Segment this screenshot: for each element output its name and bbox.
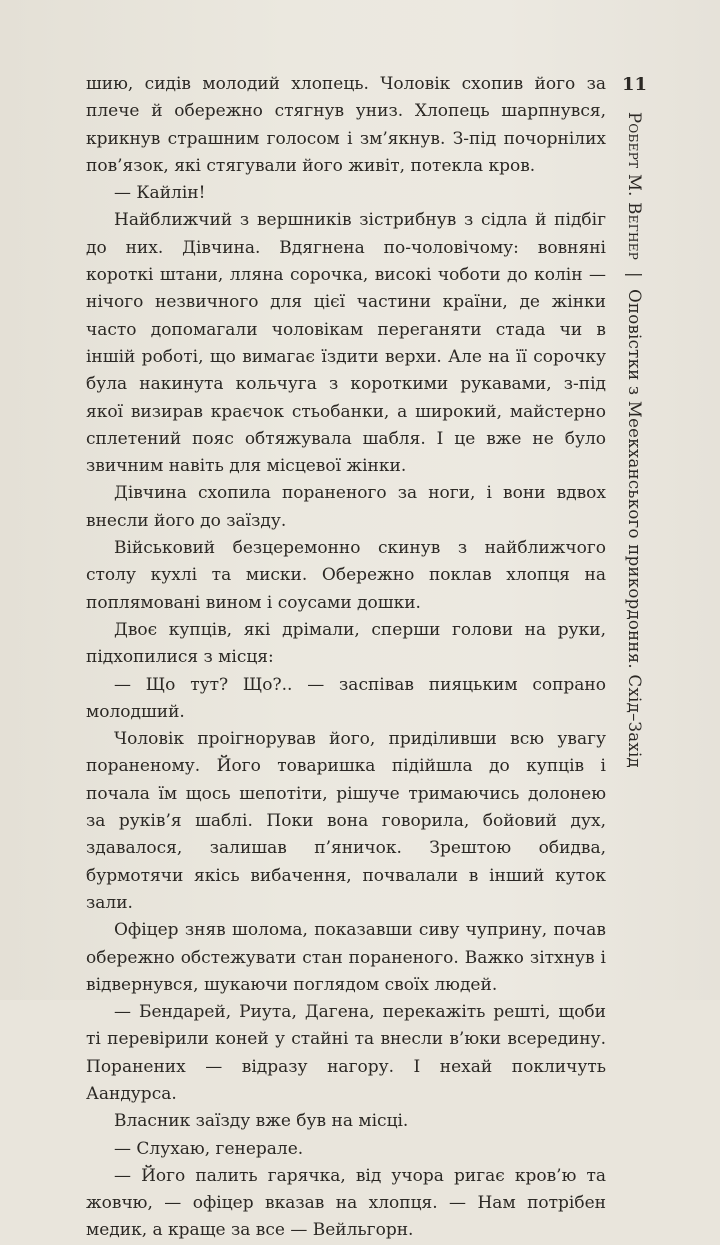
body-text [86,71,606,1245]
page-number: 11 [622,74,648,95]
paragraph: Офіцер зняв шолома, показавши сиву чуприну, почав обережно обстежувати стан пораненого. Важко зітхнув і відвернувся, шукаючи поглядом своїх людей. [86,920,606,995]
running-head [625,112,644,768]
paragraph: — Кайлін! [114,183,206,204]
paragraph: шию, сидів молодий хлопець. Чоловік схопив його за плече й обережно стягнув униз. Хлопець шарпнувся, крикнув страшним голосом і зм’якнув. З-під почорнілих пов’язок, які стягували його живіт, потекла кров. [86,74,606,176]
paragraph: Дівчина схопила пораненого за ноги, і вони вдвох внесли його до заїзду. [86,483,606,531]
paragraph: — Його палить гарячка, від учора ригає кров’ю та жовчю, — офіцер вказав на хлопця. — Нам потрібен медик, а краще за все — Вейльгорн. [86,1165,606,1241]
paragraph: — Бендарей, Риута, Дагена, перекажіть решті, щоби ті перевірили коней у стайні та внесли в’юки всередину. Поранених — відразу нагору. І нехай покличуть Аандурса. [86,1002,606,1104]
paragraph: — Слухаю, генерале. [114,1138,304,1159]
running-head-separator: | [625,271,644,278]
running-head-author: Роберт М. Вегнер [625,112,644,261]
paragraph: Найближчий з вершників зістрибнув з сідла й підбіг до них. Дівчина. Вдягнена по-чоловічому: вовняні короткі штани, лляна сорочка, високі чоботи до колін — нічого незвичного для цієї частини країни, де жінки часто допомагали чоловікам переганяти стада чи в іншій роботі, що вимагає їздити верхи. Але на її сорочку була накинута кольчуга з короткими рукавами, з-під якої визирав краєчок стьобанки, а широкий, майстерно сплетений пояс обтяжувала шабля. І це вже не було звичним навіть для місцевої жінки. [86,210,606,477]
paragraph: Чоловік проігнорував його, приділивши всю увагу пораненому. Його товаришка підійшла до купців і почала їм щось шепотіти, рішуче тримаючись долонею за руків’я шаблі. Поки вона говорила, бойовий дух, здавалося, залишав п’яничок. Зрештою обидва, бурмотячи якісь вибачення, почвалали в інший куток зали. [86,729,606,913]
paragraph: Власник заїзду вже був на місці. [114,1111,409,1132]
running-head-title: Оповістки з Меекханського прикордоння. Схід–Захід [625,289,644,769]
paragraph: Двоє купців, які дрімали, сперши голови на руки, підхопилися з місця: [86,619,606,668]
paragraph: — Що тут? Що?.. — заспівав пияцьким сопрано молодший. [86,674,606,722]
paragraph: Військовий безцеремонно скинув з найближчого столу кухлі та миски. Обережно поклав хлопця на поплямовані вином і соусами дошки. [86,538,606,613]
